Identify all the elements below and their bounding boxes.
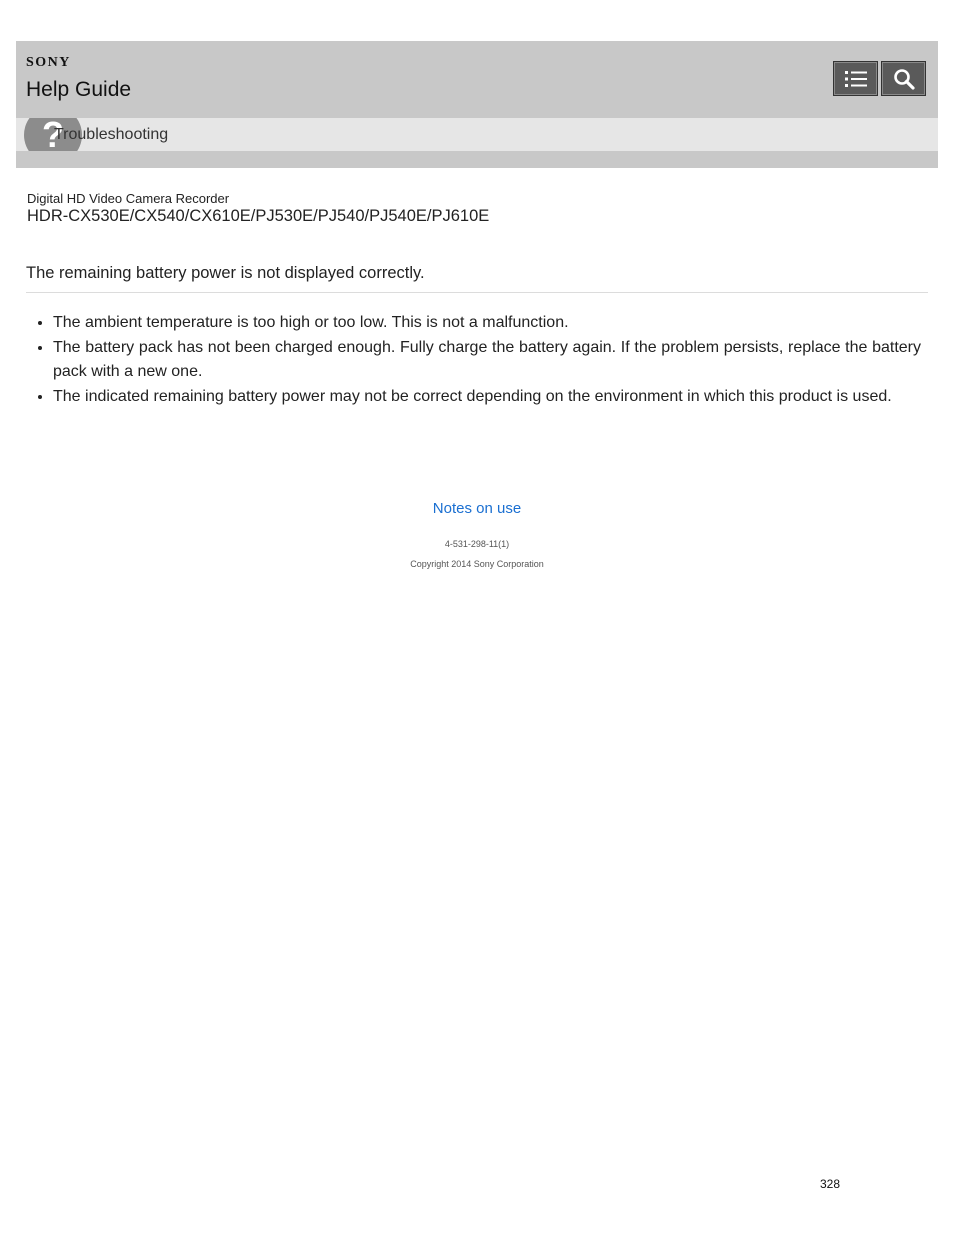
question-mark-glyph: ? [42,118,64,151]
breadcrumb-troubleshooting[interactable]: Troubleshooting [54,126,169,143]
sony-logo: SONY [26,55,71,70]
list-item: • The battery pack has not been charged enough. Fully charge the battery again. If the problem persists, replace the battery pack with a new one. [53,336,921,384]
list-item: • The indicated remaining battery power may not be correct depending on the environment in which this product is used. [53,385,921,409]
page-number: 328 [820,1177,841,1191]
list-icon [844,69,868,89]
header-bar [16,41,938,118]
notes-on-use-link[interactable]: Notes on use [432,500,522,517]
topic-title: The remaining battery power is not displayed correctly. [26,264,425,282]
search-button[interactable] [881,61,926,96]
document-id: 4-531-298-11(1) [444,539,510,549]
header-bottom-bar [16,151,938,168]
model-names: HDR-CX530E/CX540/CX610E/PJ530E/PJ540/PJ540E/PJ610E [27,207,490,225]
list-item: • The ambient temperature is too high or too low. This is not a malfunction. [53,311,921,335]
search-icon [893,68,915,90]
product-type: Digital HD Video Camera Recorder [27,191,230,206]
copyright: Copyright 2014 Sony Corporation [410,559,544,569]
table-of-contents-button[interactable] [833,61,878,96]
divider [26,292,928,293]
breadcrumb [16,118,938,151]
cause-list [26,311,921,410]
page-title: Help Guide [26,78,132,101]
